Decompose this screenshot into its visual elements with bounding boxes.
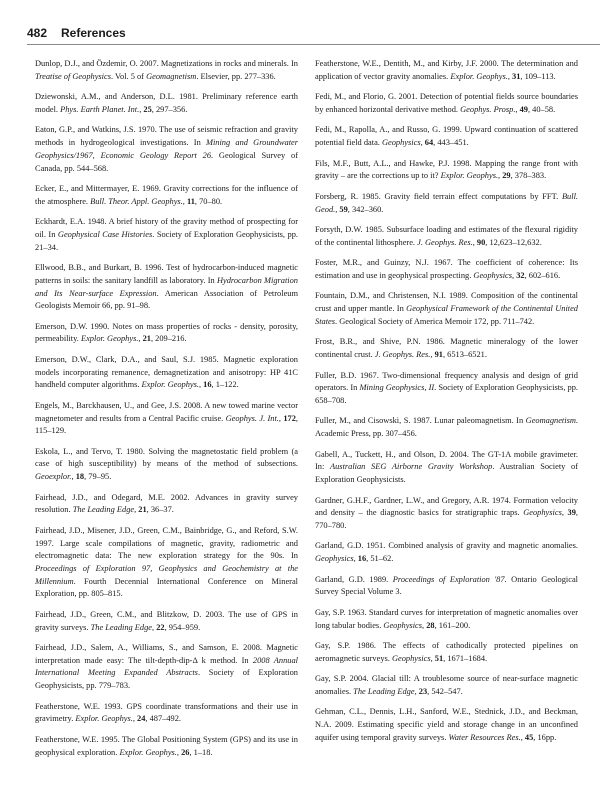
reference-entry bbox=[35, 321, 298, 346]
reference-text: Gabell, A., Tuckett, H., and Olson, D. 2004. The GT-1A mobile gravimeter. In: bbox=[315, 449, 578, 472]
reference-italic-text: J. Geophys. Res. bbox=[374, 350, 431, 360]
reference-volume: 24 bbox=[137, 714, 146, 724]
reference-text: Frost, B.R., and Shive, P.N. 1986. Magnetic mineralogy of the lower continental crust. bbox=[315, 337, 578, 360]
reference-text: , 36–37. bbox=[146, 505, 174, 515]
reference-text: Garland, G.D. 1989. bbox=[315, 574, 393, 584]
reference-text: Fuller, M., and Cisowski, S. 1987. Lunar paleomagnetism. In bbox=[315, 416, 526, 426]
reference-text: , bbox=[498, 171, 503, 181]
reference-entry bbox=[315, 540, 578, 565]
left-reference-column bbox=[35, 58, 298, 767]
reference-text: , 70–80. bbox=[194, 196, 223, 206]
reference-volume: 11 bbox=[186, 196, 195, 206]
reference-entry bbox=[315, 607, 578, 632]
reference-entry bbox=[315, 495, 578, 533]
reference-volume: 21 bbox=[142, 334, 151, 344]
reference-text: , 297–356. bbox=[151, 104, 188, 114]
reference-volume: 29 bbox=[502, 171, 511, 181]
reference-text: , bbox=[138, 334, 143, 344]
reference-text: , 378–383. bbox=[510, 171, 547, 181]
reference-text: Fedi, M., Rapolla, A., and Russo, G. 1999. Upward continuation of scattered potential field data. bbox=[315, 125, 578, 148]
reference-entry bbox=[315, 449, 578, 487]
reference-italic-text: The Leading Edge bbox=[72, 505, 135, 515]
reference-text: Eskola, L., and Tervo, T. 1980. Solving the magnetostatic field problem (a case of high susceptibility) by means of the method of subsections. bbox=[35, 446, 298, 469]
reference-italic-text: Geophys. J. Int. bbox=[225, 413, 279, 423]
reference-entry bbox=[315, 706, 578, 744]
reference-italic-text: Explor. Geophys. bbox=[141, 380, 199, 390]
reference-italic-text: Geoexplor. bbox=[35, 472, 72, 482]
reference-text: . American Association of Petroleum Geologists Memoir 66, pp. 91–98. bbox=[35, 288, 298, 311]
reference-italic-text: Treatise of Geophysics bbox=[35, 71, 111, 81]
reference-italic-text: The Leading Edge bbox=[90, 622, 153, 632]
reference-volume: 32 bbox=[516, 270, 525, 280]
reference-italic-text: Bull. Theor. Appl. Geophys. bbox=[90, 196, 183, 206]
reference-italic-text: Explor. Geophys. bbox=[80, 334, 139, 344]
reference-italic-text: Geophysical Case Histories bbox=[57, 229, 153, 239]
reference-entry bbox=[315, 224, 578, 249]
reference-text: Dunlop, D.J., and Özdemir, O. 2007. Magnetizations in rocks and minerals. In bbox=[35, 59, 298, 68]
reference-italic-text: Explor. Geophys. bbox=[119, 747, 177, 757]
reference-italic-text: Geophysics bbox=[391, 653, 431, 663]
reference-text: Ellwood, B.B., and Burkart, B. 1996. Test of hydrocarbon-induced magnetic patterns in soils: the sanitary landfill as laboratory. In bbox=[35, 263, 298, 285]
reference-italic-text: Mining Geophysics, II bbox=[359, 383, 435, 393]
reference-entry bbox=[35, 525, 298, 601]
section-title: References bbox=[61, 26, 126, 40]
reference-text: , 443–451. bbox=[433, 138, 469, 148]
reference-volume: 23 bbox=[418, 686, 428, 696]
reference-text: , 1–18. bbox=[189, 747, 213, 757]
reference-text: , 1–122. bbox=[211, 380, 239, 390]
reference-text: Gay, S.P. 1963. Standard curves for interpretation of magnetic anomalies over long tabular bodies. bbox=[315, 607, 578, 630]
reference-text: , bbox=[472, 237, 477, 247]
reference-text: . Society of Exploration Geophysicists, pp. 779–783. bbox=[35, 668, 298, 691]
reference-text: . Elsevier, pp. 277–336. bbox=[196, 71, 276, 81]
reference-volume: 16 bbox=[203, 380, 212, 390]
reference-text: . Academic Press, pp. 307–456. bbox=[315, 416, 578, 439]
reference-text: Featherstone, W.E. 1995. The Global Positioning System (GPS) and its use in geophysical exploration. bbox=[35, 734, 298, 757]
running-header bbox=[27, 20, 597, 50]
reference-italic-text: Australian SEG Airborne Gravity Workshop bbox=[330, 462, 493, 472]
reference-volume: 39 bbox=[567, 508, 576, 518]
reference-text: Gay, S.P. 2004. Glacial till: A troublesome source of near-surface magnetic anomalies. bbox=[315, 674, 578, 696]
reference-entry bbox=[35, 183, 298, 208]
reference-italic-text: Water Resources Res. bbox=[448, 732, 521, 742]
reference-italic-text: Proceedings of Exploration 97, Geophysics and Geochemistry at the Millennium bbox=[35, 563, 298, 586]
reference-text: , 161–200. bbox=[434, 620, 471, 630]
reference-text: Emerson, D.W., Clark, D.A., and Saul, S.J. 1985. Magnetic exploration models incorporating remanence, demagnetization and anisotropy: HP 41C handheld computer algorithms. bbox=[35, 354, 298, 390]
reference-text: Fairhead, J.D., Salem, A., Williams, S., and Samson, E. 2008. Magnetic interpretation made easy: The tilt-depth-dip-Δ k method. In bbox=[35, 643, 298, 665]
reference-italic-text: Proceedings of Exploration '87 bbox=[392, 574, 505, 584]
reference-volume: 22 bbox=[156, 622, 165, 632]
reference-text: Fuller, B.D. 1967. Two-dimensional frequency analysis and design of grid operators. In bbox=[315, 370, 578, 393]
reference-italic-text: Geophys. Prosp. bbox=[460, 104, 516, 114]
reference-italic-text: Explor. Geophys. bbox=[440, 171, 499, 181]
reference-volume: 45 bbox=[524, 732, 534, 742]
reference-volume: 172 bbox=[283, 413, 296, 423]
reference-text: , bbox=[182, 196, 187, 206]
reference-text: Gehman, C.L., Dennis, L.H., Sanford, W.E., Stednick, J.D., and Beckman, N.A. 2009. Estimating specific yield and storage change in an unconfined aquifer using temporal gravity surveys. bbox=[315, 707, 578, 742]
reference-text: , 1671–1684. bbox=[443, 653, 488, 663]
reference-volume: 49 bbox=[519, 104, 528, 114]
reference-text: , 342–360. bbox=[347, 204, 384, 214]
reference-text: , bbox=[71, 472, 76, 482]
reference-text: , bbox=[430, 653, 435, 663]
reference-entry bbox=[35, 609, 298, 634]
reference-text: , 209–216. bbox=[150, 334, 187, 344]
reference-text: , 12,623–12,632. bbox=[485, 237, 542, 247]
reference-volume: 21 bbox=[138, 505, 147, 515]
reference-volume: 51 bbox=[434, 653, 444, 663]
reference-entry bbox=[35, 124, 298, 175]
reference-entry bbox=[35, 91, 298, 116]
reference-entry bbox=[35, 492, 298, 517]
reference-volume: 91 bbox=[434, 350, 443, 360]
reference-italic-text: Mining and Groundwater Geophysics/1967, Economic Geology Report 26 bbox=[35, 138, 298, 160]
reference-text: , bbox=[507, 71, 512, 81]
reference-volume: 26 bbox=[181, 747, 190, 757]
reference-text: , bbox=[515, 104, 520, 114]
reference-entry bbox=[315, 415, 578, 440]
reference-text: , 79–95. bbox=[84, 472, 112, 482]
reference-text: Fairhead, J.D., and Odegard, M.E. 2002. Advances in gravity survey resolution. bbox=[35, 492, 298, 515]
reference-text: , 6513–6521. bbox=[442, 350, 487, 360]
reference-text: , bbox=[134, 505, 139, 515]
reference-text: Forsyth, D.W. 1985. Subsurface loading and estimates of the flexural rigidity of the continental lithosphere. bbox=[315, 225, 578, 247]
reference-text: , 16pp. bbox=[533, 732, 557, 742]
reference-entry bbox=[315, 640, 578, 665]
reference-text: Fairhead, J.D., Green, C.M., and Blitzkow, D. 2003. The use of GPS in gravity surveys. bbox=[35, 609, 298, 632]
reference-text: , bbox=[152, 622, 157, 632]
reference-text: . Vol. 5 of bbox=[111, 71, 147, 81]
reference-text: , bbox=[520, 732, 525, 742]
reference-italic-text: Explor. Geophys. bbox=[450, 71, 508, 81]
reference-italic-text: Geomagnetism bbox=[146, 71, 197, 81]
reference-text: , 487–492. bbox=[145, 714, 181, 724]
reference-entry bbox=[35, 58, 298, 83]
reference-volume: 28 bbox=[426, 620, 435, 630]
reference-italic-text: Bull. Geod. bbox=[315, 191, 578, 214]
reference-text: Featherstone, W.E. 1993. GPS coordinate transformations and their use in gravimetry. bbox=[35, 701, 298, 724]
reference-entry bbox=[315, 290, 578, 328]
reference-text: . Australian Society of Exploration Geophysicists. bbox=[315, 462, 578, 485]
reference-italic-text: Explor. Geophys. bbox=[75, 714, 133, 724]
reference-italic-text: The Leading Edge bbox=[353, 686, 415, 696]
reference-entry bbox=[35, 400, 298, 438]
reference-text: , 109–113. bbox=[520, 71, 556, 81]
reference-text: Ecker, E., and Mittermayer, E. 1969. Gravity corrections for the influence of the atmosphere. bbox=[35, 184, 298, 206]
reference-italic-text: Geophysics bbox=[473, 270, 513, 280]
reference-volume: 16 bbox=[357, 554, 367, 564]
reference-text: , bbox=[132, 714, 138, 724]
reference-volume: 25 bbox=[143, 104, 152, 114]
header-rule bbox=[27, 44, 600, 45]
reference-text: Fountain, D.M., and Christensen, N.I. 1989. Composition of the continental crust and upper mantle. In bbox=[315, 291, 578, 314]
page-number: 482 bbox=[27, 26, 48, 40]
reference-text: Gay, S.P. 1986. The effects of cathodically protected pipelines on aeromagnetic surveys. bbox=[315, 641, 578, 663]
reference-text: , bbox=[414, 686, 419, 696]
reference-italic-text: Geophysical Framework of the Continental United States bbox=[315, 304, 578, 326]
reference-entry bbox=[315, 191, 578, 216]
reference-volume: 64 bbox=[424, 138, 434, 148]
reference-volume: 59 bbox=[339, 204, 348, 214]
reference-text: Eckhardt, E.A. 1948. A brief history of the gravity method of prospecting for oil. In bbox=[35, 217, 298, 239]
reference-text: , 542–547. bbox=[427, 686, 463, 696]
reference-entry bbox=[35, 701, 298, 726]
reference-text: Featherstone, W.E., Dentith, M., and Kirby, J.F. 2000. The determination and application of vector gravity anomalies. bbox=[315, 59, 578, 81]
reference-text: , bbox=[335, 204, 340, 214]
reference-entry bbox=[315, 370, 578, 408]
reference-entry bbox=[35, 216, 298, 254]
reference-text: . Ontario Geological Survey Special Volume 3. bbox=[315, 574, 578, 597]
reference-entry bbox=[315, 336, 578, 361]
reference-text: , 954–959. bbox=[164, 622, 201, 632]
reference-italic-text: Geophysics bbox=[523, 508, 562, 518]
reference-entry bbox=[35, 262, 298, 313]
reference-text: . Fourth Decennial International Conference on Mineral Exploration, pp. 805–815. bbox=[35, 576, 298, 599]
right-reference-column bbox=[315, 58, 578, 752]
reference-entry bbox=[315, 91, 578, 116]
reference-entry bbox=[35, 642, 298, 693]
reference-text: . Geological Society of America Memoir 172, pp. 711–742. bbox=[335, 316, 535, 326]
reference-text: Fairhead, J.D., Misener, J.D., Green, C.M., Bainbridge, G., and Reford, S.W. 1997. Large scale compilations of magnetic, gravity, radiometric and electromagnetic data: The new exploration strategy for the 90s. In bbox=[35, 525, 298, 561]
reference-italic-text: Geophysics bbox=[381, 138, 421, 148]
reference-text: Engels, M., Barckhausen, U., and Gee, J.S. 2008. A new towed marine vector magnetometer and results from a Central Pacific cruise. bbox=[35, 400, 298, 423]
reference-italic-text: Phys. Earth Planet. Int. bbox=[60, 104, 140, 114]
reference-italic-text: Geophysics bbox=[383, 620, 422, 630]
reference-entry bbox=[315, 124, 578, 149]
reference-text: , bbox=[198, 380, 204, 390]
reference-text: Foster, M.R., and Guinzy, N.J. 1967. The coefficient of coherence: Its estimation and use in geophysical prospecting. bbox=[315, 258, 578, 280]
reference-entry bbox=[315, 673, 578, 698]
reference-volume: 31 bbox=[512, 71, 521, 81]
reference-text: Fedi, M., and Florio, G. 2001. Detection of potential fields source boundaries by enhanced horizontal derivative method. bbox=[315, 92, 578, 114]
reference-text: Dziewonski, A.M., and Anderson, D.L. 1981. Preliminary reference earth model. bbox=[35, 92, 298, 114]
reference-text: Garland, G.D. 1951. Combined analysis of gravity and magnetic anomalies. bbox=[315, 541, 578, 551]
reference-text: , 40–58. bbox=[527, 104, 556, 114]
reference-text: , bbox=[420, 138, 425, 148]
reference-text: Gardner, G.H.F., Gardner, L.W., and Gregory, A.R. 1974. Formation velocity and density – the diagnostic basics for stratigraphic traps. bbox=[315, 495, 578, 518]
reference-entry bbox=[35, 354, 298, 392]
reference-text: . Society of Exploration Geophysicists, pp. 21–34. bbox=[35, 229, 298, 252]
reference-text: Emerson, D.W. 1990. Notes on mass properties of rocks - density, porosity, permeability. bbox=[35, 321, 298, 344]
reference-text: , bbox=[422, 620, 427, 630]
reference-italic-text: Geophysics bbox=[315, 554, 354, 564]
reference-text: , bbox=[561, 508, 568, 518]
reference-italic-text: Hydrocarbon Migration and Its Near-surface Expression bbox=[35, 275, 298, 298]
reference-entry bbox=[35, 734, 298, 759]
reference-italic-text: J. Geophys. Res. bbox=[417, 237, 473, 247]
reference-text: , bbox=[139, 104, 144, 114]
reference-volume: 18 bbox=[75, 472, 85, 482]
reference-text: , bbox=[176, 747, 182, 757]
reference-volume: 90 bbox=[476, 237, 486, 247]
reference-text: , bbox=[278, 413, 284, 423]
reference-text: . Society of Exploration Geophysicists, pp. 658–708. bbox=[315, 383, 578, 405]
reference-italic-text: Geomagnetism bbox=[525, 416, 576, 426]
reference-text: , 51–62. bbox=[366, 554, 394, 564]
reference-entry bbox=[315, 257, 578, 282]
reference-text: , 115–129. bbox=[35, 413, 298, 436]
reference-entry bbox=[35, 446, 298, 484]
reference-text: , 770–780. bbox=[315, 508, 579, 530]
reference-text: , bbox=[353, 554, 358, 564]
reference-text: Fils, M.F., Butt, A.L., and Hawke, P.J. 1998. Mapping the range front with gravity – are the corrections up to it? bbox=[315, 158, 578, 181]
reference-entry bbox=[315, 58, 578, 83]
reference-text: , 602–616. bbox=[524, 270, 561, 280]
reference-entry bbox=[315, 158, 578, 183]
reference-text: , bbox=[512, 270, 517, 280]
reference-text: . Geological Survey of Canada, pp. 544–568. bbox=[35, 150, 298, 173]
reference-text: , bbox=[430, 350, 435, 360]
reference-italic-text: 2008 Annual International Meeting Expanded Abstracts bbox=[35, 655, 298, 678]
reference-entry bbox=[315, 574, 578, 599]
reference-text: Forsberg, R. 1985. Gravity field terrain effect computations by FFT. bbox=[315, 191, 562, 201]
reference-text: Eaton, G.P., and Watkins, J.S. 1970. The use of seismic refraction and gravity methods in hydrogeological investigations. In bbox=[35, 125, 298, 148]
